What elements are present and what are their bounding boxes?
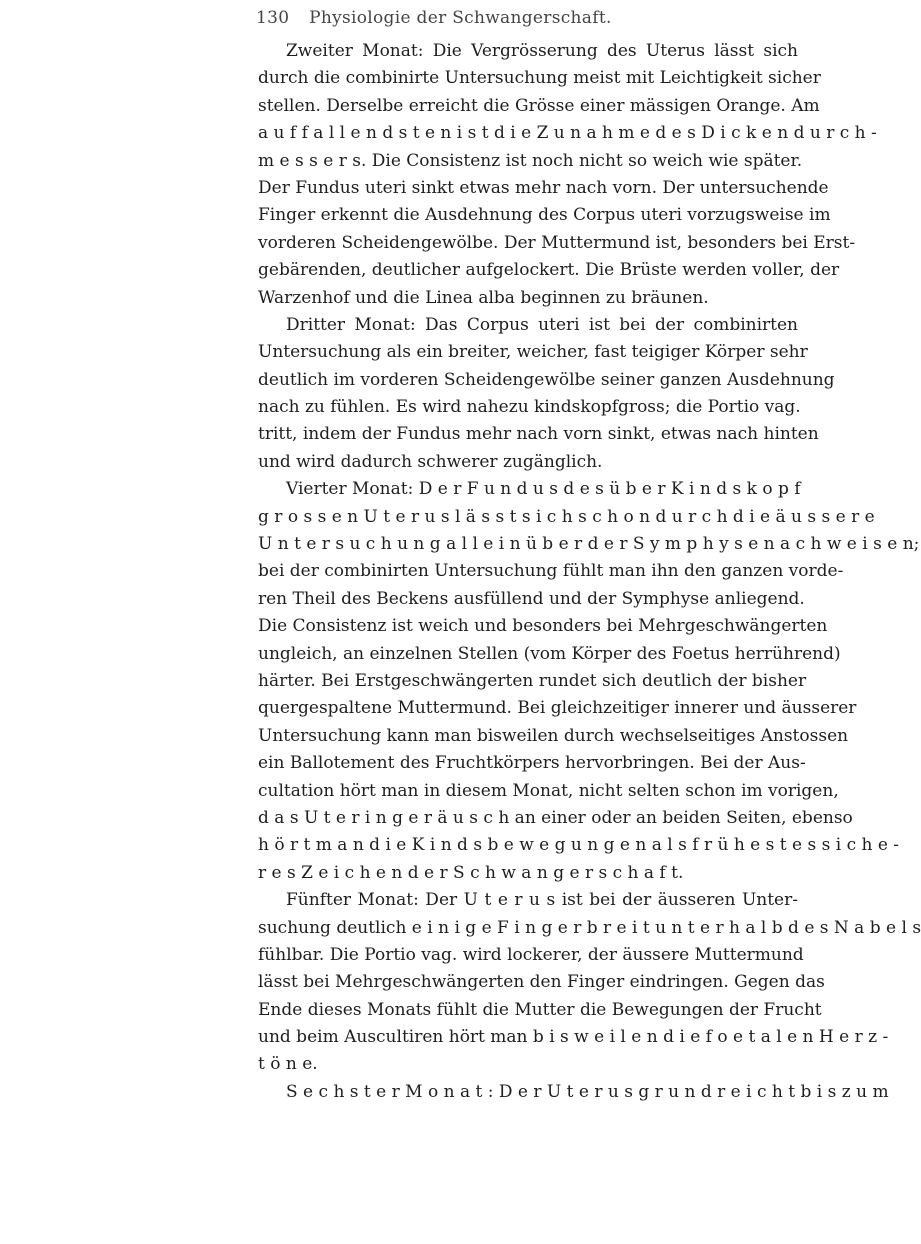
text-line: fühlbar. Die Portio vag. wird lockerer, der äussere Muttermund <box>258 944 804 965</box>
text-line: Untersuchung als ein breiter, weicher, fast teigiger Körper sehr <box>258 342 808 363</box>
running-title: Physiologie der Schwangerschaft. <box>309 8 612 28</box>
text-line: g r o s s e n U t e r u s l ä s s t s i c h s c h o n d u r c h d i e ä u s s e r e <box>258 506 875 527</box>
text-line: Dritter Monat: Das Corpus uteri ist bei der combinirten <box>286 314 798 335</box>
text-line: Untersuchung kann man bisweilen durch wechselseitiges Anstossen <box>258 725 849 746</box>
text-line: d a s U t e r i n g e r ä u s c h an einer oder an beiden Seiten, ebenso <box>258 807 853 828</box>
text-line: t ö n e. <box>258 1054 318 1075</box>
text-line: ungleich, an einzelnen Stellen (vom Körper des Foetus herrührend) <box>258 643 841 664</box>
text-line: Fünfter Monat: Der U t e r u s ist bei der äusseren Unter- <box>286 890 798 911</box>
text-line: cultation hört man in diesem Monat, nicht selten schon im vorigen, <box>258 780 839 801</box>
text-line: vorderen Scheidengewölbe. Der Muttermund ist, besonders bei Erst- <box>258 232 856 253</box>
text-line: durch die combinirte Untersuchung meist mit Leichtigkeit sicher <box>258 68 821 89</box>
text-line: Der Fundus uteri sinkt etwas mehr nach vorn. Der untersuchende <box>258 177 829 198</box>
running-head <box>256 8 612 28</box>
text-line: a u f f a l l e n d s t e n i s t d i e Z u n a h m e d e s D i c k e n d u r c h - <box>258 123 877 144</box>
text-line: U n t e r s u c h u n g a l l e i n ü b e r d e r S y m p h y s e n a c h w e i s e n; <box>258 534 920 555</box>
text-line: h ö r t m a n d i e K i n d s b e w e g u n g e n a l s f r ü h e s t e s s i c h e - <box>258 835 900 856</box>
text-line: bei der combinirten Untersuchung fühlt man ihn den ganzen vorde- <box>258 561 844 582</box>
text-line: ren Theil des Beckens ausfüllend und der Symphyse anliegend. <box>258 588 805 609</box>
body-text <box>258 38 921 1106</box>
text-line: quergespaltene Muttermund. Bei gleichzeitiger innerer und äusserer <box>258 698 857 719</box>
text-line: m e s s e r s. Die Consistenz ist noch nicht so weich wie später. <box>258 150 803 171</box>
text-line: lässt bei Mehrgeschwängerten den Finger eindringen. Gegen das <box>258 972 825 993</box>
text-line: und beim Auscultiren hört man b i s w e i l e n d i e f o e t a l e n H e r z - <box>258 1027 889 1048</box>
text-line: Die Consistenz ist weich und besonders bei Mehrgeschwängerten <box>258 616 828 637</box>
page-number: 130 <box>256 8 290 28</box>
text-line: ein Ballotement des Fruchtkörpers hervorbringen. Bei der Aus- <box>258 753 806 774</box>
text-line: und wird dadurch schwerer zugänglich. <box>258 451 603 472</box>
text-line: Warzenhof und die Linea alba beginnen zu bräunen. <box>258 287 709 308</box>
text-line: Vierter Monat: D e r F u n d u s d e s ü b e r K i n d s k o p f <box>286 479 801 500</box>
text-line: suchung deutlich e i n i g e F i n g e r b r e i t u n t e r h a l b d e s N a b e l s <box>258 917 921 938</box>
text-line: Zweiter Monat: Die Vergrösserung des Uterus lässt sich <box>286 41 798 61</box>
text-line: stellen. Derselbe erreicht die Grösse einer mässigen Orange. Am <box>258 95 820 116</box>
text-line: Ende dieses Monats fühlt die Mutter die Bewegungen der Frucht <box>258 999 822 1020</box>
text-line: deutlich im vorderen Scheidengewölbe seiner ganzen Ausdehnung <box>258 369 835 390</box>
text-line: härter. Bei Erstgeschwängerten rundet sich deutlich der bisher <box>258 670 807 691</box>
text-line: tritt, indem der Fundus mehr nach vorn sinkt, etwas nach hinten <box>258 424 819 445</box>
text-line: gebärenden, deutlicher aufgelockert. Die Brüste werden voller, der <box>258 260 840 281</box>
text-line: Finger erkennt die Ausdehnung des Corpus uteri vorzugsweise im <box>258 205 831 226</box>
text-line: S e c h s t e r M o n a t : D e r U t e r u s g r u n d r e i c h t b i s z u m <box>286 1081 889 1102</box>
text-line: nach zu fühlen. Es wird nahezu kindskopfgross; die Portio vag. <box>258 397 801 418</box>
text-line: r e s Z e i c h e n d e r S c h w a n g e r s c h a f t. <box>258 862 684 883</box>
